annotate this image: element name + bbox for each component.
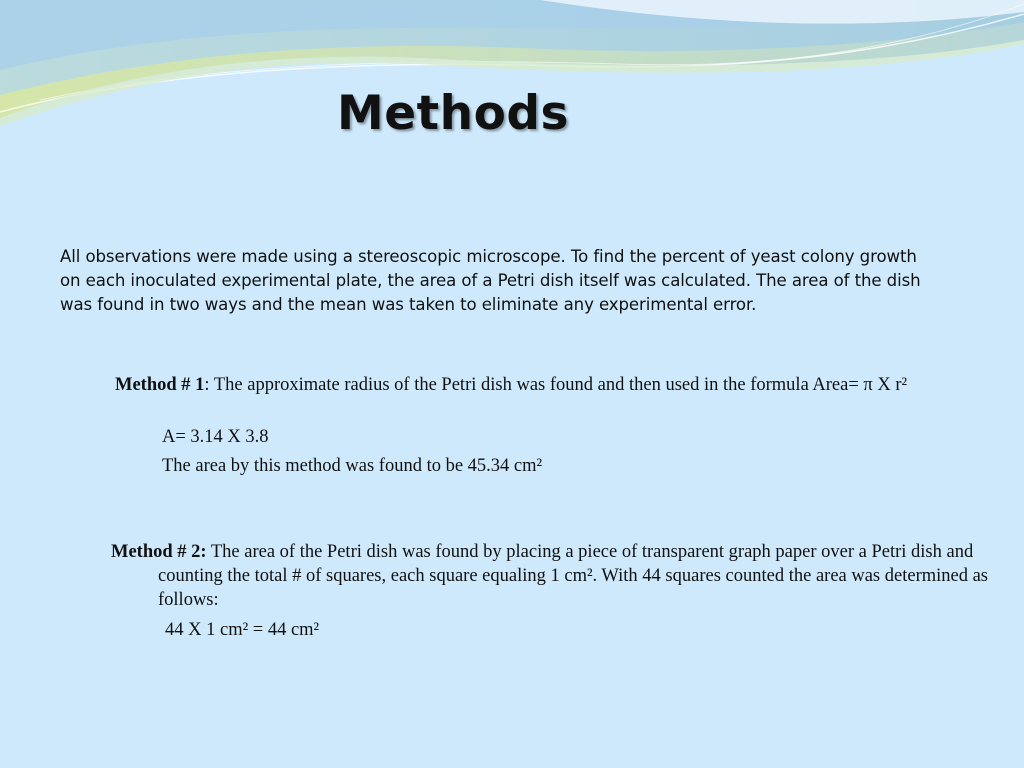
page-title: Methods <box>337 86 569 141</box>
intro-paragraph: All observations were made using a stereoscopic microscope. To find the percent of yeast colony growth on each inoculated experimental plate, the area of a Petri dish itself was calculated. The area of the dish was found in two ways and the mean was taken to eliminate any experimental error. <box>60 247 921 314</box>
method-1-result: The area by this method was found to be 45.34 cm² <box>162 456 543 476</box>
method-2-text: The area of the Petri dish was found by placing a piece of transparent graph paper over a Petri dish and counting the total # of squares, each square equaling 1 cm². With 44 squares counted the area was determined as follows: <box>158 542 989 610</box>
method-1-calculation: A= 3.14 X 3.8 <box>162 427 269 447</box>
method-1-label: Method # 1 <box>115 375 205 395</box>
method-2-paragraph <box>111 540 988 612</box>
method-2-calculation: 44 X 1 cm² = 44 cm² <box>165 620 320 640</box>
method-1-text: : The approximate radius of the Petri dish was found and then used in the formula Area= π X r² <box>204 375 908 395</box>
method-2-label: Method # 2: <box>111 542 207 562</box>
method-1-paragraph <box>115 373 982 397</box>
